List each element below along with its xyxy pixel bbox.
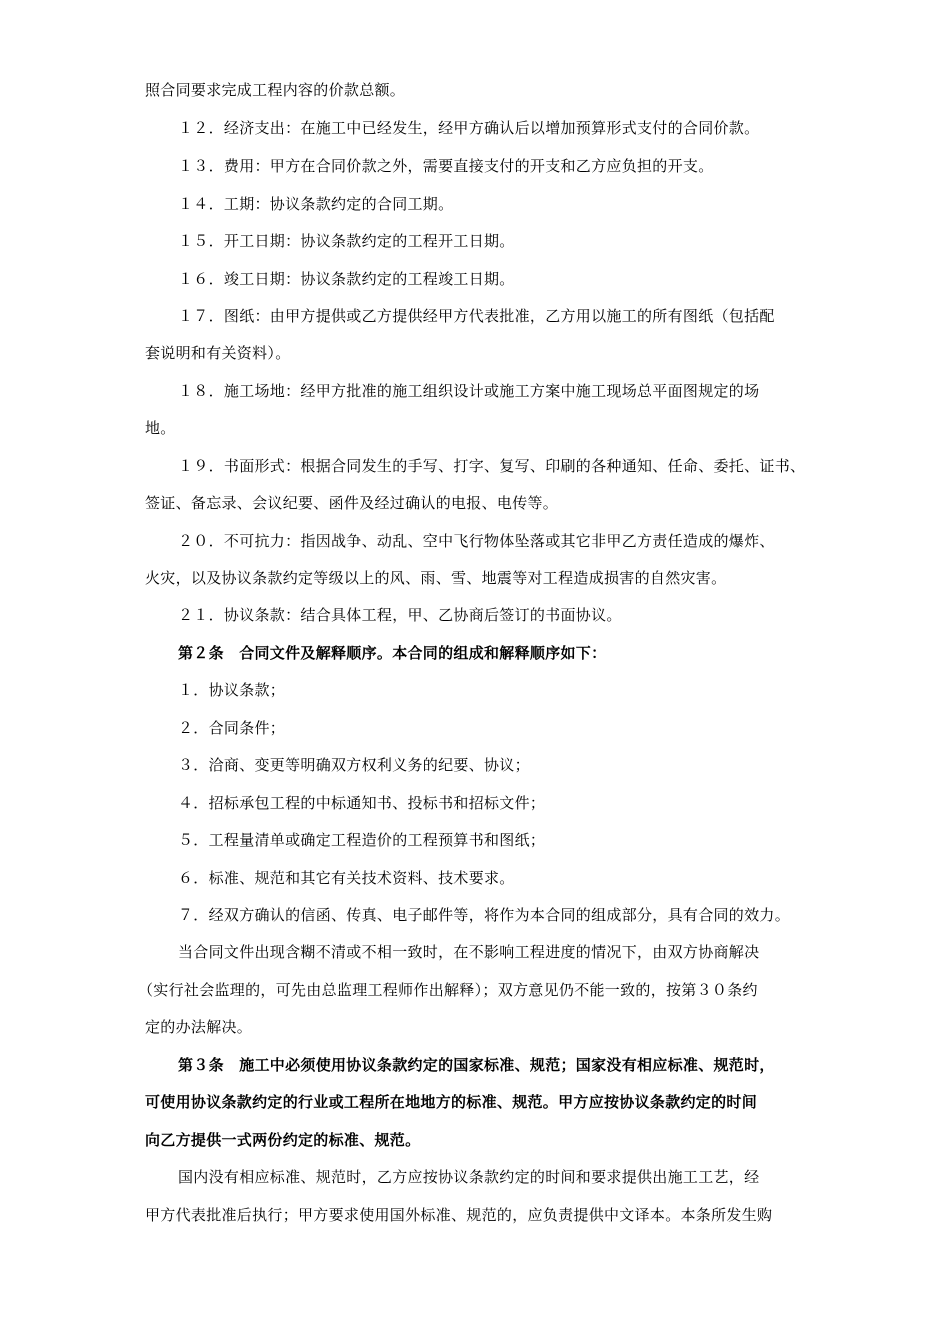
text-line: 当合同文件出现含糊不清或不相一致时，在不影响工程进度的情况下，由双方协商解决 [178, 943, 760, 961]
text-line: 定的办法解决。 [145, 1018, 253, 1036]
text-line: 照合同要求完成工程内容的价款总额。 [145, 81, 406, 99]
text-line: １３．费用：甲方在合同价款之外，需要直接支付的开支和乙方应负担的开支。 [178, 157, 714, 175]
article-heading-cont: 向乙方提供一式两份约定的标准、规范。 [145, 1131, 421, 1149]
text-line: １７．图纸：由甲方提供或乙方提供经甲方代表批准，乙方用以施工的所有图纸（包括配 [178, 307, 775, 325]
list-item: ６．标准、规范和其它有关技术资料、技术要求。 [178, 869, 515, 887]
list-item: １．协议条款； [178, 681, 286, 699]
text-line: １５．开工日期：协议条款约定的工程开工日期。 [178, 232, 515, 250]
text-line: 套说明和有关资料）。 [145, 344, 291, 362]
list-item: ３．洽商、变更等明确双方权利义务的纪要、协议； [178, 756, 530, 774]
text-line: 甲方代表批准后执行；甲方要求使用国外标准、规范的，应负责提供中文译本。本条所发生购 [145, 1206, 773, 1224]
text-line: １２．经济支出：在施工中已经发生，经甲方确认后以增加预算形式支付的合同价款。 [178, 119, 760, 137]
text-line: 国内没有相应标准、规范时，乙方应按协议条款约定的时间和要求提供出施工工艺，经 [178, 1168, 760, 1186]
text-line: １６．竣工日期：协议条款约定的工程竣工日期。 [178, 270, 515, 288]
text-line: 地。 [145, 419, 176, 437]
text-line: （实行社会监理的，可先由总监理工程师作出解释）；双方意见仍不能一致的，按第３０条约 [138, 981, 758, 999]
article-heading-cont: 可使用协议条款约定的行业或工程所在地地方的标准、规范。甲方应按协议条款约定的时间 [145, 1093, 758, 1111]
article-heading: 第２条 合同文件及解释顺序。本合同的组成和解释顺序如下： [178, 644, 607, 662]
list-item: ５．工程量清单或确定工程造价的工程预算书和图纸； [178, 831, 546, 849]
list-item: ７．经双方确认的信函、传真、电子邮件等，将作为本合同的组成部分，具有合同的效力。 [178, 906, 791, 924]
text-line: １４．工期：协议条款约定的合同工期。 [178, 195, 454, 213]
text-line: 火灾，以及协议条款约定等级以上的风、雨、雪、地震等对工程造成损害的自然灾害。 [145, 569, 727, 587]
text-line: ２０．不可抗力：指因战争、动乱、空中飞行物体坠落或其它非甲乙方责任造成的爆炸、 [178, 532, 775, 550]
article-heading: 第３条 施工中必须使用协议条款约定的国家标准、规范；国家没有相应标准、规范时， [178, 1056, 775, 1074]
text-line: １８．施工场地：经甲方批准的施工组织设计或施工方案中施工现场总平面图规定的场 [178, 382, 760, 400]
list-item: ２．合同条件； [178, 719, 286, 737]
text-line: １９．书面形式：根据合同发生的手写、打字、复写、印刷的各种通知、任命、委托、证书、 [178, 457, 806, 475]
text-line: ２１．协议条款：结合具体工程，甲、乙协商后签订的书面协议。 [178, 606, 622, 624]
list-item: ４．招标承包工程的中标通知书、投标书和招标文件； [178, 794, 546, 812]
text-line: 签证、备忘录、会议纪要、函件及经过确认的电报、电传等。 [145, 494, 559, 512]
